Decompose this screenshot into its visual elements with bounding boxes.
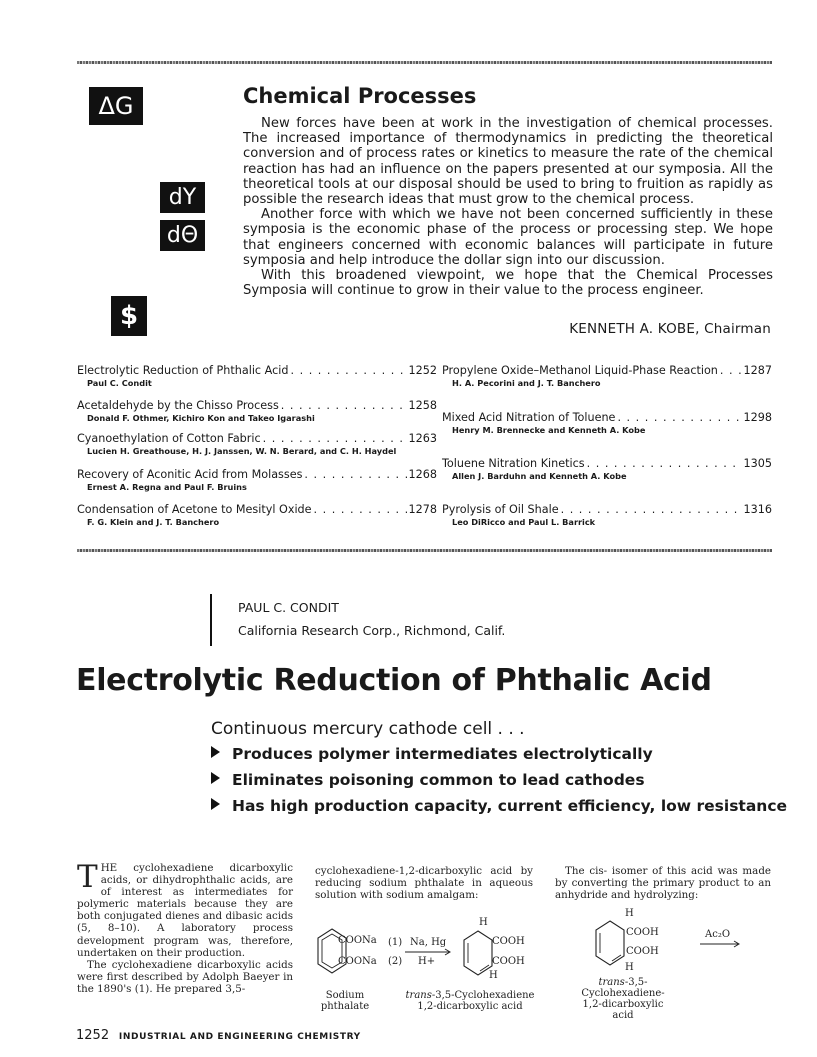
toc-authors: Allen J. Barduhn and Kenneth A. Kobe [452,471,627,481]
sodium-phthalate-structure [314,926,350,976]
journal-name: INDUSTRIAL AND ENGINEERING CHEMISTRY [118,1032,361,1042]
cooh-label-2: COOH [492,956,525,967]
toc-leader [314,503,407,516]
article-subtitle: Continuous mercury cathode cell . . . [211,719,525,739]
toc-authors: Henry M. Brennecke and Kenneth A. Kobe [452,425,646,435]
trans-acid-structure [590,918,630,968]
toc-title: Mixed Acid Nitration of Toluene [442,411,616,424]
body-column-3 [555,865,771,901]
delta-g-text: ΔG [98,92,134,120]
intro-paragraph-2: Another force with which we have not been concerned sufficiently in these symposia is the economic phase of the process or processing step. We hope that engineers concerned with economic balances will participate in future symposia and help introduce the dollar sign into our discussion. [243,207,773,268]
trans2-caption-text: -3,5-Cyclohexadiene-1,2-dicarboxylic acid [581,977,665,1021]
intro-title: Chemical Processes [243,84,477,108]
toc-leader [720,364,742,377]
hydrogen-label-top-2: H [625,908,634,919]
toc-entry[interactable] [77,432,437,456]
toc-entry[interactable] [442,364,772,388]
toc-title: Toluene Nitration Kinetics [442,457,585,470]
toc-page: 1305 [743,457,772,470]
coona-label-1: COONa [338,935,377,946]
toc-entry[interactable] [77,468,437,492]
toc-title: Electrolytic Reduction of Phthalic Acid [77,364,289,377]
sodium-phthalate-caption: Sodium phthalate [320,990,370,1012]
reaction-arrow-icon-2 [700,940,742,948]
chairman-signature: KENNETH A. KOBE, Chairman [569,321,771,337]
trans-acid-caption [578,977,668,1021]
dollar-text: $ [119,301,139,331]
coona-label-2: COONa [338,956,377,967]
toc-page: 1268 [408,468,437,481]
page-number: 1252 [76,1028,110,1043]
author-affiliation: California Research Corp., Richmond, Calif. [238,623,506,638]
hydrogen-label-bottom: H [489,970,498,981]
drop-cap: T [77,859,98,895]
toc-entry[interactable] [77,364,437,388]
toc-authors: Donald F. Othmer, Kichiro Kon and Takeo Igarashi [87,413,315,423]
toc-authors: Ernest A. Regna and Paul F. Bruins [87,482,247,492]
toc-entry[interactable] [442,457,772,481]
trans2-italic: trans [598,977,625,988]
intro-paragraph-1: New forces have been at work in the investigation of chemical processes. The increased importance of thermodynamics in predicting the theoretical conversion and of process rates or kinetics to measure the rate of the chemical reaction has had an influence on the papers presented at our symposia. All the theoretical tools at our disposal should be used to bring to fruition as rapidly as possible the research ideas that must grow to the chemical process. [243,116,773,208]
toc-leader [561,503,742,516]
trans-caption-text: -3,5-Cyclohexadiene 1,2-dicarboxylic acid [417,990,535,1012]
highlight-bullet [211,745,653,763]
intro-body [243,116,773,298]
body-column-2 [315,865,533,901]
step-1-label: (1) [388,937,403,948]
toc-authors: Paul C. Condit [87,378,152,388]
toc-authors: Lucien H. Greathouse, H. J. Janssen, W. N. Berard, and C. H. Haydel [87,446,397,456]
step-2-label: (2) [388,956,403,967]
toc-leader [263,432,407,445]
toc-title: Acetaldehyde by the Chisso Process [77,399,279,412]
toc-entry[interactable] [77,503,437,527]
toc-title: Condensation of Acetone to Mesityl Oxide [77,503,312,516]
col3-paragraph: The cis- isomer of this acid was made by converting the primary product to an anhydride and hydrolyzing: [555,865,771,902]
dy-text: dY [168,185,197,210]
toc-authors: H. A. Pecorini and J. T. Banchero [452,378,601,388]
cooh-label-1: COOH [492,936,525,947]
cooh-label-3: COOH [626,927,659,938]
intro-paragraph-3: With this broadened viewpoint, we hope that the Chemical Processes Symposia will continue to grow in their value to the process engineer. [243,268,773,299]
toc-leader [587,457,742,470]
reagent-h-plus: H+ [418,956,436,967]
toc-leader [617,411,741,424]
trans-italic: trans [405,990,432,1001]
toc-leader [290,364,406,377]
bullet-text: Has high production capacity, current efficiency, low resistance [232,797,788,815]
reaction-arrow-icon [405,948,453,956]
hydrogen-label-bottom-2: H [625,962,634,973]
top-rule [77,61,772,64]
dtheta-symbol [160,220,205,251]
toc-entry[interactable] [442,411,772,435]
toc-title: Propylene Oxide–Methanol Liquid-Phase Reaction [442,364,718,377]
ac2o-reagent: Ac₂O [705,929,731,940]
toc-title: Cyanoethylation of Cotton Fabric [77,432,261,445]
col1-paragraph-2: The cyclohexadiene dicarboxylic acids were first described by Adolph Baeyer in the 1890's (1). He prepared 3,5- [77,958,293,995]
author-name: PAUL C. CONDIT [238,600,339,615]
toc-leader [281,399,407,412]
dollar-symbol [111,296,147,336]
toc-authors: F. G. Klein and J. T. Banchero [87,517,220,527]
triangle-bullet-icon [211,772,220,784]
middle-rule [77,549,772,552]
cooh-label-4: COOH [626,946,659,957]
col2-paragraph: cyclohexadiene-1,2-dicarboxylic acid by reducing sodium phthalate in aqueous solution with sodium amalgam: [315,865,533,902]
body-column-1 [77,859,293,995]
highlight-bullet [211,771,645,789]
trans-caption [402,990,538,1012]
toc-page: 1298 [743,411,772,424]
dtheta-text: dΘ [166,223,199,248]
toc-authors: Leo DiRicco and Paul L. Barrick [452,517,596,527]
author-bar [210,594,212,646]
toc-title: Pyrolysis of Oil Shale [442,503,559,516]
toc-title: Recovery of Aconitic Acid from Molasses [77,468,303,481]
article-title: Electrolytic Reduction of Phthalic Acid [76,663,712,698]
col1-paragraph-1: HE cyclohexadiene dicarboxylic acids, or dihydrophthalic acids, are of interest as intermediates for polymeric materials because they are both conjugated dienes and dibasic acids (5, 8–10). A laboratory process development program was, therefore, undertaken on their production. [77,862,293,959]
bullet-text: Eliminates poisoning common to lead cathodes [232,771,645,789]
bullet-text: Produces polymer intermediates electrolytically [232,745,653,763]
toc-page: 1258 [408,399,437,412]
toc-entry[interactable] [77,399,437,423]
delta-g-symbol [89,87,143,125]
toc-entry[interactable] [442,503,772,527]
highlight-bullet [211,797,787,815]
triangle-bullet-icon [211,746,220,758]
toc-page: 1263 [408,432,437,445]
toc-leader [304,468,406,481]
toc-page: 1287 [743,364,772,377]
toc-page: 1252 [408,364,437,377]
reagent-na-hg: Na, Hg [410,937,447,948]
hydrogen-label-top: H [479,917,488,928]
triangle-bullet-icon [211,798,220,810]
dy-symbol [160,182,205,213]
toc-page: 1278 [408,503,437,516]
page-footer [76,1028,361,1043]
toc-page: 1316 [743,503,772,516]
